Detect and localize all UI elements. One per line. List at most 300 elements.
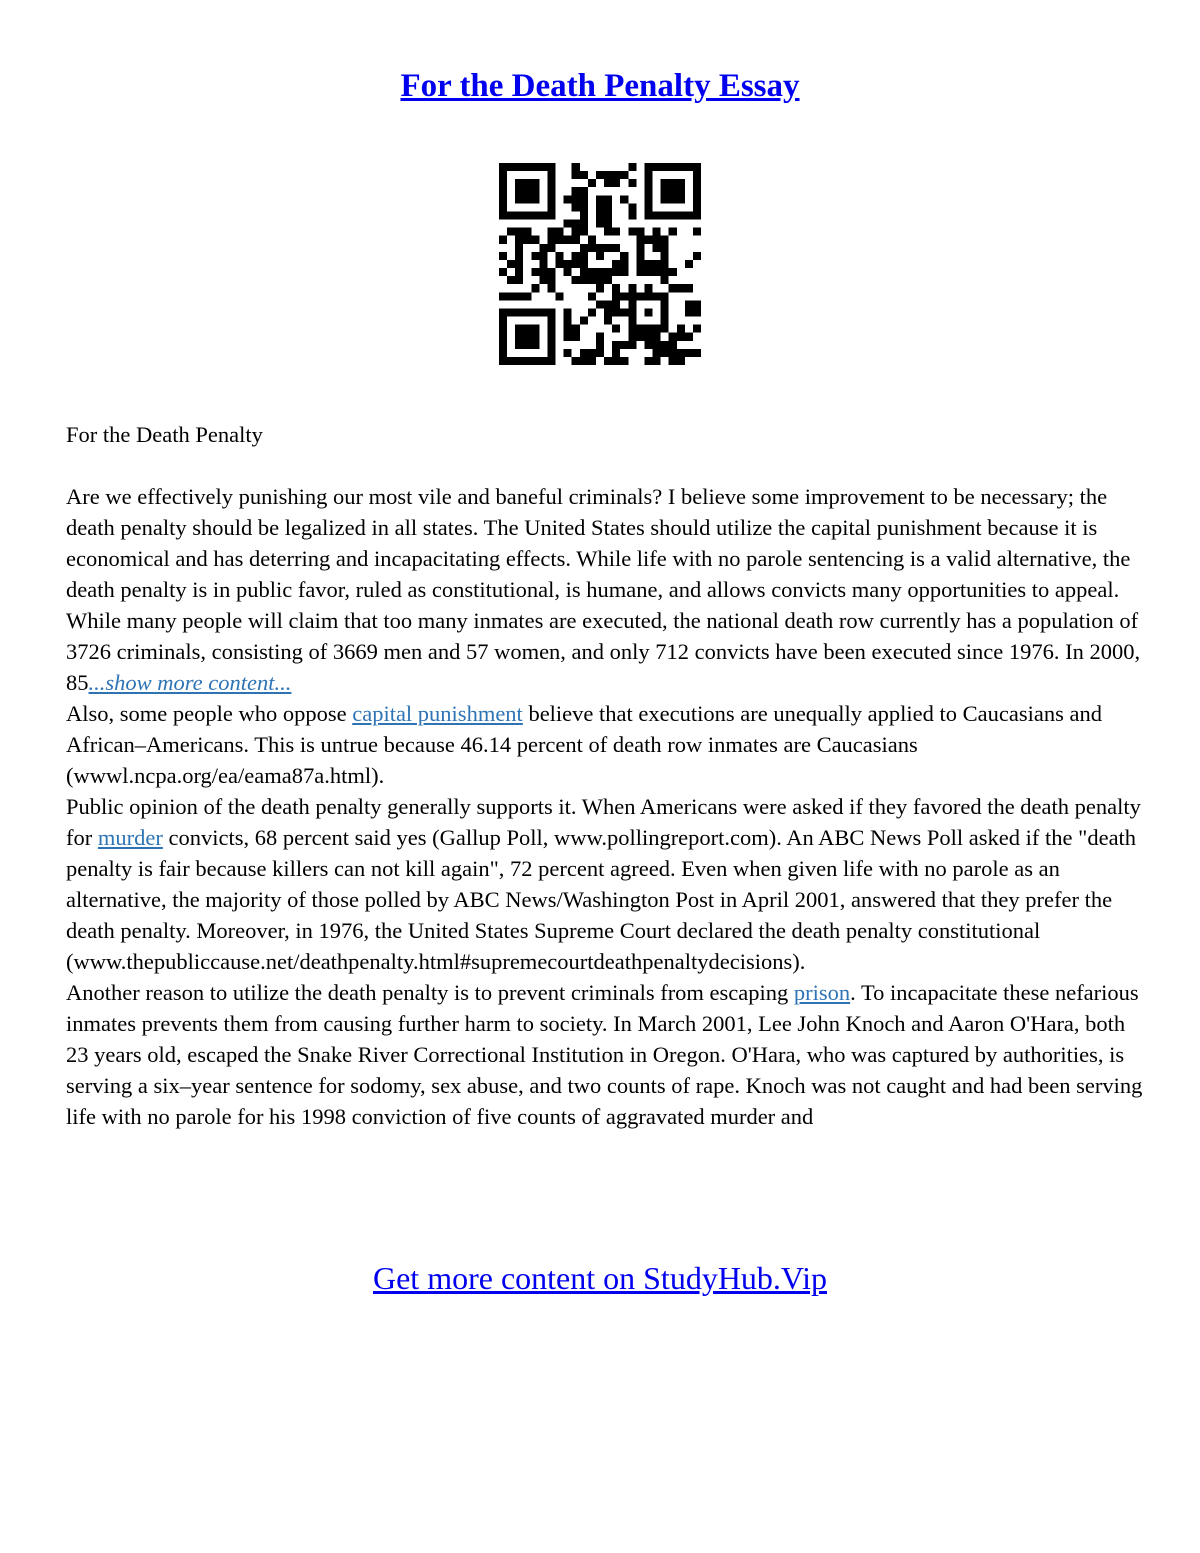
qr-module [661,179,669,187]
qr-module [636,325,644,333]
qr-module [596,268,604,276]
qr-module [604,171,612,179]
qr-module [620,308,628,316]
qr-module [693,171,701,179]
qr-module [677,357,685,365]
qr-module [499,195,507,203]
qr-module [636,236,644,244]
qr-module [564,349,572,357]
qr-module [677,187,685,195]
essay-paragraph-4-text-a: Public opinion of the death penalty generally supports it. When Americans were asked if they favored the death penalty for [66,794,1141,850]
qr-module [620,171,628,179]
qr-module [628,333,636,341]
qr-module [604,179,612,187]
qr-module [515,341,523,349]
title-link[interactable]: For the Death Penalty Essay [400,68,800,104]
qr-module [693,211,701,219]
qr-module [572,325,580,333]
qr-module [628,308,636,316]
qr-module [564,317,572,325]
qr-module [499,349,507,357]
qr-module [572,171,580,179]
qr-module [531,179,539,187]
qr-module [523,236,531,244]
qr-module [547,268,555,276]
qr-module [636,260,644,268]
qr-module [636,333,644,341]
qr-module [644,260,652,268]
qr-code-icon [499,163,701,365]
qr-module [515,187,523,195]
essay-paragraph-5 [66,977,1146,1132]
qr-module [661,163,669,171]
qr-module [580,349,588,357]
qr-module [547,228,555,236]
qr-module [531,357,539,365]
qr-module [531,333,539,341]
qr-module [669,179,677,187]
qr-module [580,317,588,325]
qr-module [547,349,555,357]
qr-module [499,171,507,179]
qr-module [644,187,652,195]
qr-module [612,268,620,276]
qr-module [564,220,572,228]
qr-module [604,195,612,203]
essay-paragraph-3-text-b: believe that executions are unequally applied to Caucasians and African–Americans. This is untrue because 46.14 percent of death row inmates are Caucasians (wwwl.ncpa.org/ea/eama87a.html). [66,701,1102,788]
qr-module [515,211,523,219]
qr-module [515,325,523,333]
qr-module [515,260,523,268]
qr-module [677,349,685,357]
qr-module [547,325,555,333]
qr-module [523,357,531,365]
qr-module [572,195,580,203]
qr-module [588,268,596,276]
qr-module [564,308,572,316]
qr-module [539,252,547,260]
qr-module [644,341,652,349]
qr-module [628,317,636,325]
qr-module [612,260,620,268]
qr-module [693,195,701,203]
qr-module [669,211,677,219]
qr-module [677,325,685,333]
qr-module [580,228,588,236]
qr-module [636,244,644,252]
qr-module [636,228,644,236]
qr-module [515,292,523,300]
show-more-link[interactable]: ...show more content... [88,670,292,695]
qr-module [596,341,604,349]
qr-module [669,268,677,276]
qr-module [572,163,580,171]
qr-module [653,211,661,219]
qr-module [547,341,555,349]
qr-module [531,163,539,171]
qr-module [564,325,572,333]
qr-module [644,163,652,171]
qr-module [661,187,669,195]
qr-module [564,236,572,244]
qr-module [515,195,523,203]
qr-module [685,163,693,171]
qr-module [653,268,661,276]
qr-module [693,308,701,316]
qr-module [677,163,685,171]
qr-module [612,349,620,357]
qr-module [523,228,531,236]
qr-module [620,252,628,260]
qr-module [531,252,539,260]
qr-module [499,357,507,365]
qr-module [644,292,652,300]
qr-module [547,317,555,325]
qr-module [628,341,636,349]
qr-module [556,228,564,236]
qr-module [628,211,636,219]
qr-module [693,179,701,187]
qr-module [523,211,531,219]
qr-module [572,252,580,260]
qr-module [661,308,669,316]
qr-module [499,211,507,219]
qr-module [547,236,555,244]
qr-module [596,252,604,260]
qr-module [661,292,669,300]
qr-module [531,308,539,316]
essay-paragraph-4 [66,791,1146,977]
qr-module [523,179,531,187]
qr-module [612,341,620,349]
qr-module [572,228,580,236]
qr-module [547,308,555,316]
qr-module [572,220,580,228]
qr-module [547,195,555,203]
qr-module [685,211,693,219]
qr-module [604,308,612,316]
qr-code-graphic [499,163,701,365]
qr-module [693,252,701,260]
qr-module [547,333,555,341]
qr-module [515,357,523,365]
qr-module [531,284,539,292]
qr-module [515,244,523,252]
essay-paragraph-3-text-a: Also, some people who oppose [66,701,353,726]
qr-module [620,292,628,300]
qr-module [644,195,652,203]
qr-module [531,187,539,195]
qr-module [604,228,612,236]
qr-module [628,228,636,236]
qr-module [515,236,523,244]
capital-punishment-link[interactable]: capital punishment [352,701,523,726]
qr-module [572,276,580,284]
qr-module [661,341,669,349]
qr-module [596,211,604,219]
essay-paragraph-1: Are we effectively punishing our most vile and baneful criminals? I believe some improvement to be necessary; the death penalty should be legalized in all states. The United States should utilize the capital punishment because it is economical and has deterring and incapacitating effects. While life with no parole sentencing is a valid alternative, the death penalty is in public favor, ruled as constitutional, is humane, and allows convicts many opportunities to appeal. [66,484,1131,602]
essay-paragraph-2 [66,605,1146,698]
qr-module [588,349,596,357]
qr-module [572,203,580,211]
qr-module [661,244,669,252]
qr-module [572,260,580,268]
qr-module [661,325,669,333]
qr-module [628,284,636,292]
qr-module [556,252,564,260]
qr-module [644,325,652,333]
qr-module [661,236,669,244]
qr-module [547,203,555,211]
qr-module [669,333,677,341]
qr-module [515,308,523,316]
qr-module [564,195,572,203]
paragraph-spacer [66,450,1146,481]
qr-module [653,228,661,236]
qr-module [653,244,661,252]
qr-module [620,195,628,203]
essay-paragraph-4-text-b: convicts, 68 percent said yes (Gallup Poll, www.pollingreport.com). An ABC News Poll asked if the "death penalty is fair because killers can not kill again", 72 percent agreed. Even when given life with no parole as an alternative, the majority of those polled by ABC News/Washington Post in April 2001, answered that they prefer the death penalty. Moreover, in 1976, the United States Supreme Court declared the death penalty constitutional (www.thepubliccause.net/deathpenalty.html#supremecourtdeathpenaltydecisions). [66,825,1137,974]
qr-module [515,163,523,171]
qr-module [653,357,661,365]
qr-module [653,325,661,333]
qr-module [580,220,588,228]
essay-paragraph-5-text-a: Another reason to utilize the death penalty is to prevent criminals from escaping [66,980,794,1005]
footer [0,1258,1200,1298]
qr-module [588,236,596,244]
qr-module [547,187,555,195]
page-title [0,66,1200,106]
qr-module [580,268,588,276]
qr-module [539,268,547,276]
qr-module [596,220,604,228]
qr-module [523,333,531,341]
qr-module [612,357,620,365]
qr-module [580,171,588,179]
qr-module [604,220,612,228]
qr-module [547,171,555,179]
qr-module [572,187,580,195]
qr-module [572,236,580,244]
qr-module [515,179,523,187]
qr-module [644,268,652,276]
qr-module [556,236,564,244]
qr-module [507,276,515,284]
qr-module [669,349,677,357]
qr-module [644,236,652,244]
qr-module [669,357,677,365]
qr-module [523,325,531,333]
qr-module [588,292,596,300]
qr-module [693,163,701,171]
qr-module [612,308,620,316]
qr-module [523,187,531,195]
qr-module [644,333,652,341]
qr-module [669,187,677,195]
qr-module [580,276,588,284]
qr-module [507,357,515,365]
qr-module [499,333,507,341]
qr-module [596,300,604,308]
qr-module [628,163,636,171]
qr-module [644,203,652,211]
qr-module [539,357,547,365]
qr-module [661,317,669,325]
qr-module [661,252,669,260]
qr-module [531,268,539,276]
qr-module [644,171,652,179]
qr-module [644,308,652,316]
qr-module [612,292,620,300]
qr-module [499,317,507,325]
qr-module [685,284,693,292]
qr-module [564,268,572,276]
qr-module [653,163,661,171]
qr-module [547,244,555,252]
qr-module [644,211,652,219]
qr-module [653,236,661,244]
qr-module [564,260,572,268]
qr-module [539,260,547,268]
qr-module [547,163,555,171]
qr-module [539,163,547,171]
qr-module [564,333,572,341]
qr-module [499,236,507,244]
qr-module [547,284,555,292]
qr-module [677,333,685,341]
qr-module [604,244,612,252]
qr-module [515,228,523,236]
qr-module [677,195,685,203]
essay-paragraph-3 [66,698,1146,791]
qr-module [604,357,612,365]
qr-module [515,252,523,260]
qr-module [523,292,531,300]
qr-module [580,357,588,365]
murder-link[interactable]: murder [97,825,163,850]
essay-heading: For the Death Penalty [66,422,263,447]
qr-module [547,179,555,187]
qr-module [596,195,604,203]
qr-module [531,195,539,203]
qr-module [612,325,620,333]
qr-module [523,163,531,171]
qr-module [644,357,652,365]
qr-module [604,203,612,211]
qr-module [693,203,701,211]
qr-module [685,260,693,268]
qr-module [499,268,507,276]
qr-module [604,317,612,325]
qr-module [677,284,685,292]
qr-module [612,284,620,292]
qr-module [531,341,539,349]
qr-module [685,300,693,308]
qr-module [644,179,652,187]
qr-module [653,341,661,349]
qr-module [653,333,661,341]
qr-module [539,211,547,219]
qr-module [604,276,612,284]
qr-module [515,268,523,276]
qr-module [628,300,636,308]
qr-module [620,357,628,365]
qr-module [653,260,661,268]
studyhub-link[interactable]: Get more content on StudyHub.Vip [372,1260,827,1296]
qr-module [620,341,628,349]
qr-module [612,300,620,308]
qr-module [499,203,507,211]
qr-module [572,357,580,365]
qr-module [596,203,604,211]
qr-module [685,308,693,316]
qr-module [596,171,604,179]
qr-module [653,292,661,300]
qr-module [644,284,652,292]
qr-module [507,308,515,316]
qr-module [596,276,604,284]
qr-module [507,228,515,236]
qr-module [661,260,669,268]
qr-module [547,357,555,365]
qr-module [499,187,507,195]
qr-module [499,341,507,349]
prison-link[interactable]: prison [793,980,851,1005]
qr-module [596,349,604,357]
qr-module [620,260,628,268]
qr-module [612,228,620,236]
qr-module [661,300,669,308]
qr-module [547,211,555,219]
qr-module [612,179,620,187]
qr-module [531,211,539,219]
essay-body [66,419,1146,1132]
qr-module [685,349,693,357]
qr-module [523,341,531,349]
qr-module [580,244,588,252]
qr-module [499,179,507,187]
essay-paragraph-5-text-b: . To incapacitate these nefarious inmates prevents them from causing further harm to society. In March 2001, Lee John Knoch and Aaron O'Hara, both 23 years old, escaped the Snake River Correctional Institution in Oregon. O'Hara, who was captured by authorities, is serving a six–year sentence for sodomy, sex abuse, and two counts of rape. Knoch was not caught and had been serving life with no parole for his 1998 conviction of five counts of aggravated murder and [66,980,1143,1129]
qr-module [636,252,644,260]
qr-module [628,179,636,187]
qr-module [669,284,677,292]
qr-module [515,333,523,341]
qr-module [539,308,547,316]
qr-module [507,211,515,219]
qr-module [661,349,669,357]
qr-module [685,333,693,341]
qr-module [588,244,596,252]
qr-module [499,163,507,171]
qr-module [677,179,685,187]
qr-module [588,357,596,365]
qr-module [580,211,588,219]
qr-module [588,308,596,316]
qr-module [669,341,677,349]
qr-module [499,292,507,300]
qr-module [515,276,523,284]
qr-module [507,260,515,268]
qr-module [507,292,515,300]
qr-module [604,268,612,276]
qr-module [556,292,564,300]
qr-module [628,203,636,211]
qr-module [596,333,604,341]
qr-module [499,325,507,333]
qr-module [580,203,588,211]
qr-module [580,260,588,268]
qr-module [661,195,669,203]
